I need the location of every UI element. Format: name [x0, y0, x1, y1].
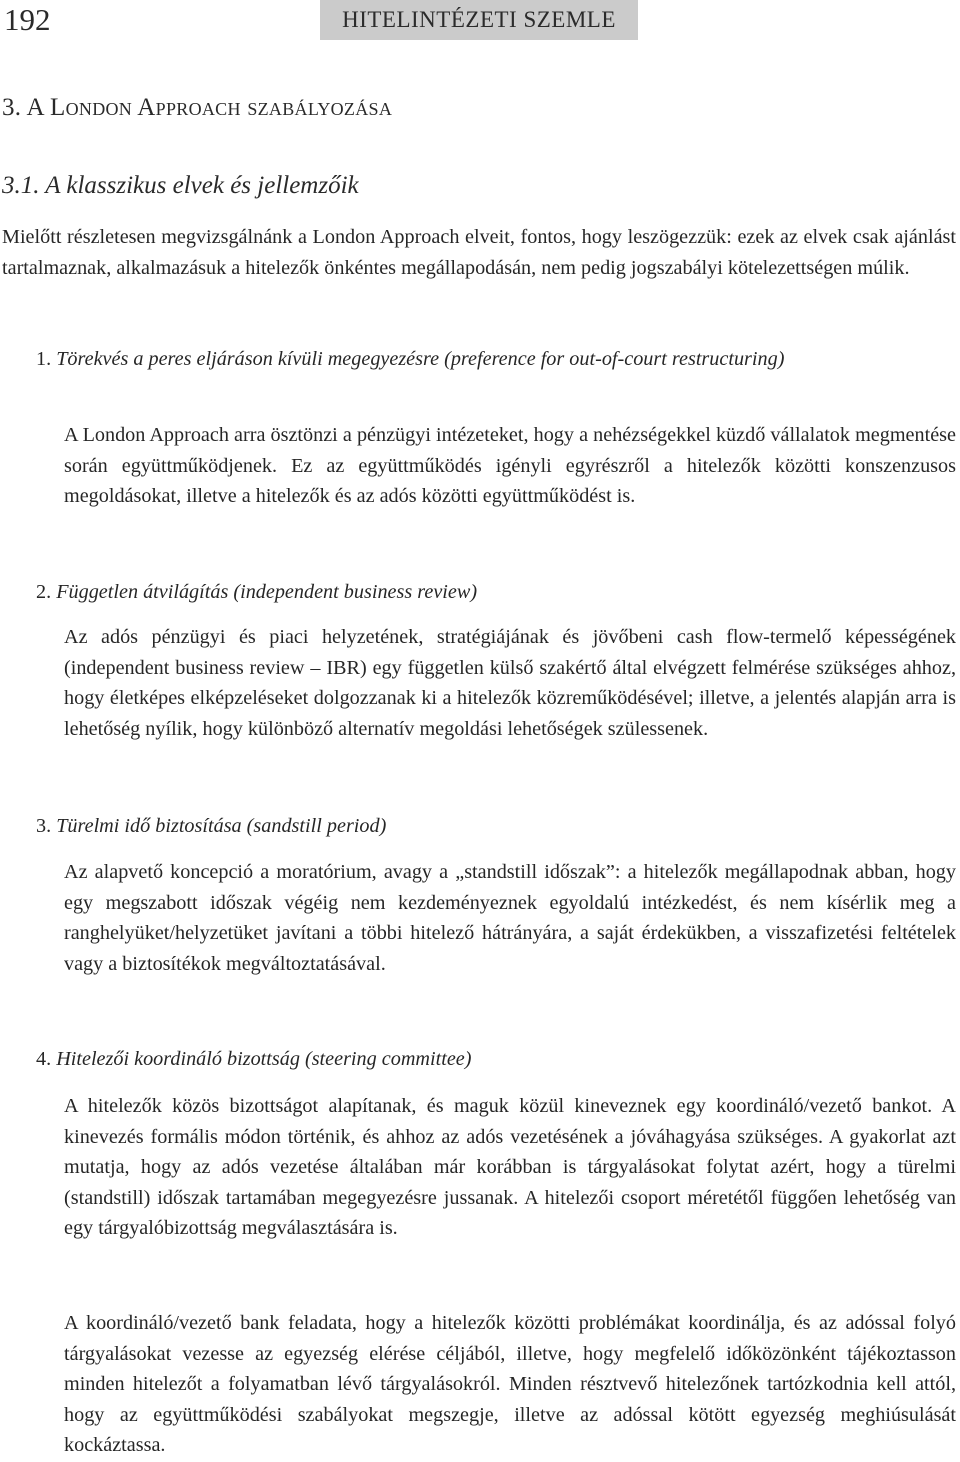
item-heading-1 [36, 344, 956, 375]
item-2-paragraph: Az adós pénzügyi és piaci helyzetének, stratégiájának és jövőbeni cash flow-termelő képességének (independent business review – IBR) egy független külső szakértő által elvégzett felmérése szükséges ahhoz, hogy életképes elképzeléseket dolgozzanak ki a hitelezők közreműködésével; illetve, a jelentés alapján arra is lehetőség nyílik, hogy különböző alternatív megoldási lehetőségek szülessenek. [64, 626, 956, 740]
page-number: 192 [4, 2, 51, 37]
item-number: 1. [36, 348, 52, 370]
subsection-heading: 3.1. A klasszikus elvek és jellemzőik [2, 172, 359, 199]
item-heading-3 [36, 811, 956, 842]
item-number: 4. [36, 1048, 52, 1070]
section-heading: 3. A London Approach szabályozása [2, 94, 393, 121]
item-title: Türelmi idő biztosítása (sandstill period) [56, 815, 387, 837]
item-heading-4 [36, 1044, 956, 1075]
item-heading-2 [36, 577, 956, 608]
journal-header: HITELINTÉZETI SZEMLE [320, 0, 638, 40]
item-number: 2. [36, 581, 52, 603]
item-3-paragraph: Az alapvető koncepció a moratórium, avagy a „standstill időszak”: a hitelezők megállapodnak abban, hogy egy megszabott időszak végéig nem kezdeményeznek egyoldalú intézkedést, és nem kísérlik meg a ranghelyüket/helyzetüket javítani a többi hitelező hátrányára, a saját érdekükben, a visszafizetési feltételek vagy a biztosítékok megváltoztatásával. [64, 861, 956, 975]
item-title: Független átvilágítás (independent business review) [56, 581, 478, 603]
item-title: Törekvés a peres eljáráson kívüli megegyezésre (preference for out-of-court restructuring) [56, 348, 785, 370]
item-number: 3. [36, 815, 52, 837]
item-4-paragraph-2: A koordináló/vezető bank feladata, hogy a hitelezők közötti problémákat koordinálja, és az adóssal folyó tárgyalásokat vezesse az egyezség elérése céljából, illetve, hogy megfelelő időközönként tájékoztasson minden hitelezőt a folyamatban lévő tárgyalásokról. Minden résztvevő hitelezőnek tartózkodnia kell attól, hogy az együttműködési szabályokat megszegje, illetve az adóssal kötött egyezség meghiúsulását kockáztassa. [64, 1312, 956, 1456]
item-4-paragraph-1: A hitelezők közös bizottságot alapítanak, és maguk közül kineveznek egy koordináló/vezető bankot. A kinevezés formális módon történik, és ahhoz az adós vezetésének a jóváhagyása szükséges. A gyakorlat azt mutatja, hogy az adós vezetése általában már korábban is tárgyalásokat folytat azért, hogy a türelmi (standstill) időszak tartamában megegyezésre jussanak. A hitelezői csoport méretétől függően lehetőség van egy tárgyalóbizottság megválasztására is. [64, 1095, 956, 1239]
item-title: Hitelezői koordináló bizottság (steering committee) [56, 1048, 472, 1070]
item-1-paragraph: A London Approach arra ösztönzi a pénzügyi intézeteket, hogy a nehézségekkel küzdő vállalatok megmentése során együttműködjenek. Ez az együttműködés igényli egyrészről a hitelezők közötti konszenzusos megoldásokat, illetve a hitelezők és az adós közötti együttműködést is. [64, 424, 956, 507]
intro-paragraph: Mielőtt részletesen megvizsgálnánk a London Approach elveit, fontos, hogy leszögezzük: ezek az elvek csak ajánlást tartalmaznak, alkalmazásuk a hitelezők önkéntes megállapodásán, nem pedig jogszabályi kötelezettségen múlik. [2, 226, 956, 279]
